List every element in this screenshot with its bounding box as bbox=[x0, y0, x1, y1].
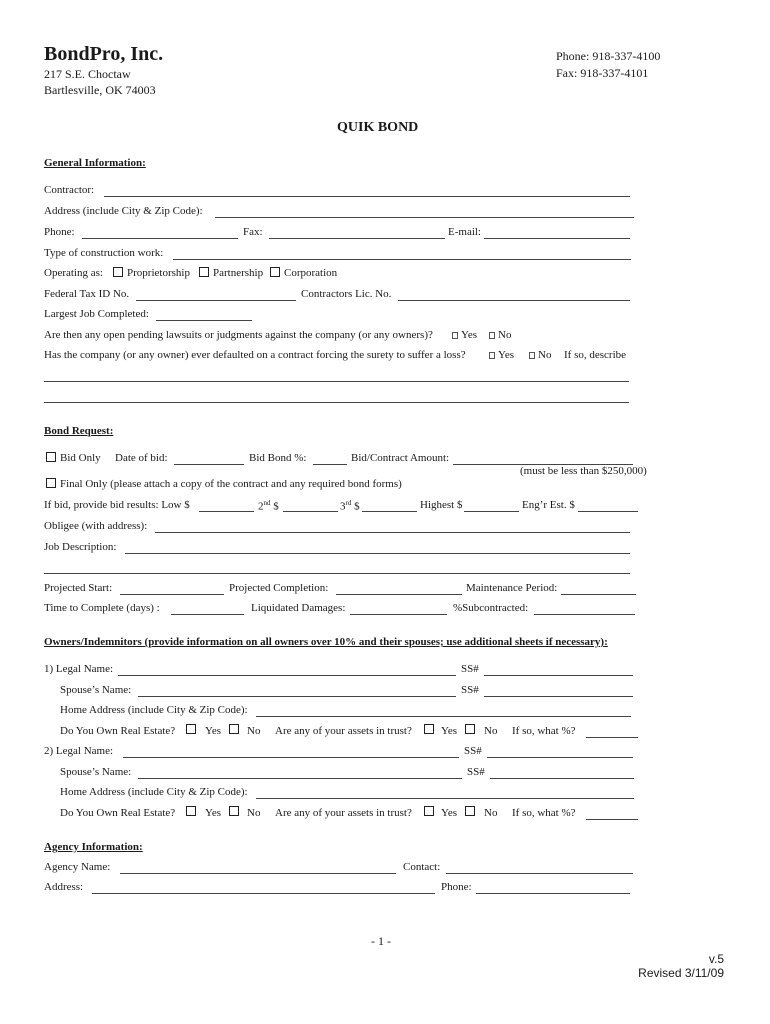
company-street: 217 S.E. Choctaw bbox=[44, 67, 131, 81]
proprietorship-label: Proprietorship bbox=[127, 267, 190, 279]
partnership-checkbox[interactable] bbox=[199, 267, 209, 277]
owner2-real-estate-no-label: No bbox=[247, 807, 261, 819]
owner1-spouse-field[interactable] bbox=[138, 696, 456, 697]
corporation-label: Corporation bbox=[284, 267, 338, 279]
owner1-home-label: Home Address (include City & Zip Code): bbox=[60, 704, 248, 716]
default-no-option[interactable] bbox=[529, 350, 551, 361]
owner2-spouse-ss-field[interactable] bbox=[490, 778, 634, 779]
owner1-pct-field[interactable] bbox=[586, 737, 638, 738]
bond-heading: Bond Request: bbox=[44, 425, 114, 437]
owner1-real-estate-no-checkbox[interactable] bbox=[229, 724, 239, 734]
lawsuits-question: Are then any open pending lawsuits or judgments against the company (or any owners)? bbox=[44, 329, 433, 341]
largest-job-field[interactable] bbox=[156, 320, 252, 321]
third-bid-field[interactable] bbox=[362, 511, 417, 512]
subcontracted-field[interactable] bbox=[534, 614, 635, 615]
tax-id-label: Federal Tax ID No. bbox=[44, 288, 130, 300]
job-description-label: Job Description: bbox=[44, 541, 117, 553]
company-phone: Phone: 918-337-4100 bbox=[556, 49, 661, 63]
partnership-label: Partnership bbox=[213, 267, 264, 279]
construction-type-field[interactable] bbox=[173, 259, 631, 260]
default-yes-option[interactable] bbox=[489, 350, 514, 361]
company-city: Bartlesville, OK 74003 bbox=[44, 83, 156, 97]
owner1-real-estate-yes-checkbox[interactable] bbox=[186, 724, 196, 734]
form-title: QUIK BOND bbox=[337, 120, 419, 135]
second-bid-label: 2nd $ bbox=[258, 499, 279, 513]
owner2-trust-label: Are any of your assets in trust? bbox=[275, 807, 412, 819]
owner2-trust-yes-label: Yes bbox=[441, 807, 458, 819]
time-complete-field[interactable] bbox=[171, 614, 244, 615]
date-of-bid-field[interactable] bbox=[174, 464, 244, 465]
owner2-real-estate-no-checkbox[interactable] bbox=[229, 806, 239, 816]
owner1-spouse-ss-label: SS# bbox=[461, 684, 479, 696]
owner2-spouse-label: Spouse’s Name: bbox=[60, 766, 132, 778]
license-field[interactable] bbox=[398, 300, 630, 301]
projected-start-field[interactable] bbox=[120, 594, 224, 595]
owner2-legal-field[interactable] bbox=[123, 757, 459, 758]
second-bid-field[interactable] bbox=[283, 511, 338, 512]
contractor-field[interactable] bbox=[104, 196, 630, 197]
proprietorship-checkbox[interactable] bbox=[113, 267, 123, 277]
subcontracted-label: %Subcontracted: bbox=[453, 602, 529, 614]
owner1-legal-label: 1) Legal Name: bbox=[44, 663, 114, 675]
bid-only-checkbox[interactable] bbox=[46, 452, 56, 462]
owner1-real-estate-label: Do You Own Real Estate? bbox=[60, 725, 176, 737]
owner1-trust-yes-label: Yes bbox=[441, 725, 458, 737]
owner1-real-estate-yes-label: Yes bbox=[205, 725, 222, 737]
default-no-label: No bbox=[538, 349, 552, 361]
liquidated-label: Liquidated Damages: bbox=[251, 602, 346, 614]
agency-phone-field[interactable] bbox=[476, 893, 630, 894]
agency-address-label: Address: bbox=[44, 881, 84, 893]
highest-bid-field[interactable] bbox=[464, 511, 519, 512]
liquidated-field[interactable] bbox=[350, 614, 447, 615]
default-no-checkbox[interactable] bbox=[529, 352, 535, 359]
engineer-estimate-label: Eng’r Est. $ bbox=[522, 499, 575, 511]
operating-label: Operating as: bbox=[44, 267, 103, 279]
third-bid-label: 3rd $ bbox=[340, 499, 360, 513]
agency-heading: Agency Information: bbox=[44, 841, 143, 853]
revised-date: Revised 3/11/09 bbox=[638, 966, 724, 980]
owner2-real-estate-yes-checkbox[interactable] bbox=[186, 806, 196, 816]
engineer-estimate-field[interactable] bbox=[578, 511, 638, 512]
describe-label: If so, describe bbox=[564, 349, 627, 361]
page-number: - 1 - bbox=[371, 934, 391, 948]
owner1-spouse-label: Spouse’s Name: bbox=[60, 684, 132, 696]
agency-contact-field[interactable] bbox=[446, 873, 633, 874]
fax-field[interactable] bbox=[269, 238, 445, 239]
projected-start-label: Projected Start: bbox=[44, 582, 113, 594]
agency-name-label: Agency Name: bbox=[44, 861, 111, 873]
describe-field-1[interactable] bbox=[44, 381, 629, 382]
time-complete-label: Time to Complete (days) : bbox=[44, 602, 160, 614]
describe-field-2[interactable] bbox=[44, 402, 629, 403]
projected-completion-label: Projected Completion: bbox=[229, 582, 329, 594]
owner1-spouse-ss-field[interactable] bbox=[484, 696, 633, 697]
agency-name-field[interactable] bbox=[120, 873, 396, 874]
company-fax: Fax: 918-337-4101 bbox=[556, 66, 649, 80]
owner1-legal-field[interactable] bbox=[118, 675, 456, 676]
owner2-trust-no-label: No bbox=[484, 807, 498, 819]
maintenance-field[interactable] bbox=[561, 594, 636, 595]
phone-label: Phone: bbox=[44, 226, 75, 238]
obligee-label: Obligee (with address): bbox=[44, 520, 148, 532]
owner2-home-label: Home Address (include City & Zip Code): bbox=[60, 786, 248, 798]
owner2-spouse-field[interactable] bbox=[138, 778, 462, 779]
owner2-trust-no-checkbox[interactable] bbox=[465, 806, 475, 816]
lawsuits-yes-checkbox[interactable] bbox=[452, 332, 458, 339]
owner1-ss-field[interactable] bbox=[484, 675, 633, 676]
owner2-trust-yes-checkbox[interactable] bbox=[424, 806, 434, 816]
owner1-home-field[interactable] bbox=[256, 716, 631, 717]
address-field[interactable] bbox=[215, 217, 634, 218]
lawsuits-yes-label: Yes bbox=[461, 329, 478, 341]
owner1-real-estate-no-label: No bbox=[247, 725, 261, 737]
agency-address-field[interactable] bbox=[92, 893, 435, 894]
email-label: E-mail: bbox=[448, 226, 481, 238]
low-bid-field[interactable] bbox=[199, 511, 254, 512]
projected-completion-field[interactable] bbox=[336, 594, 462, 595]
bid-bond-label: Bid Bond %: bbox=[249, 452, 307, 464]
default-question: Has the company (or any owner) ever defaulted on a contract forcing the surety to suffer a loss? bbox=[44, 349, 466, 361]
obligee-field[interactable] bbox=[155, 532, 630, 533]
version: v.5 bbox=[708, 952, 724, 966]
owner2-ss-field[interactable] bbox=[487, 757, 633, 758]
owner2-real-estate-label: Do You Own Real Estate? bbox=[60, 807, 176, 819]
job-description-field-1[interactable] bbox=[125, 553, 630, 554]
owner2-home-field[interactable] bbox=[256, 798, 634, 799]
owner2-real-estate-yes-label: Yes bbox=[205, 807, 222, 819]
bid-only-label: Bid Only bbox=[60, 452, 101, 464]
highest-bid-label: Highest $ bbox=[420, 499, 463, 511]
address-label: Address (include City & Zip Code): bbox=[44, 205, 203, 217]
construction-type-label: Type of construction work: bbox=[44, 247, 164, 259]
final-only-checkbox[interactable] bbox=[46, 478, 56, 488]
date-of-bid-label: Date of bid: bbox=[115, 452, 168, 464]
owner1-trust-no-checkbox[interactable] bbox=[465, 724, 475, 734]
owner2-pct-field[interactable] bbox=[586, 819, 638, 820]
email-field[interactable] bbox=[484, 238, 630, 239]
lawsuits-no-label: No bbox=[498, 329, 512, 341]
general-heading: General Information: bbox=[44, 157, 146, 169]
maintenance-label: Maintenance Period: bbox=[466, 582, 558, 594]
bid-bond-field[interactable] bbox=[313, 464, 347, 465]
final-only-label: Final Only (please attach a copy of the contract and any required bond forms) bbox=[60, 478, 402, 490]
agency-contact-label: Contact: bbox=[403, 861, 441, 873]
owners-heading: Owners/Indemnitors (provide information on all owners over 10% and their spouses; use additional sheets if necessary): bbox=[44, 636, 608, 648]
job-description-field-2[interactable] bbox=[44, 573, 630, 574]
owner1-pct-label: If so, what %? bbox=[512, 725, 576, 737]
owner1-ss-label: SS# bbox=[461, 663, 479, 675]
owner2-pct-label: If so, what %? bbox=[512, 807, 576, 819]
bid-results-label: If bid, provide bid results: Low $ bbox=[44, 499, 190, 511]
corporation-checkbox[interactable] bbox=[270, 267, 280, 277]
phone-field[interactable] bbox=[82, 238, 238, 239]
lawsuits-no-option[interactable] bbox=[489, 330, 511, 341]
company-name: BondPro, Inc. bbox=[44, 43, 164, 65]
agency-phone-label: Phone: bbox=[441, 881, 472, 893]
largest-job-label: Largest Job Completed: bbox=[44, 308, 149, 320]
contractor-label: Contractor: bbox=[44, 184, 95, 196]
default-yes-label: Yes bbox=[498, 349, 515, 361]
owner1-trust-yes-checkbox[interactable] bbox=[424, 724, 434, 734]
owner2-spouse-ss-label: SS# bbox=[467, 766, 485, 778]
default-yes-checkbox[interactable] bbox=[489, 352, 495, 359]
fax-label: Fax: bbox=[243, 226, 263, 238]
owner2-ss-label: SS# bbox=[464, 745, 482, 757]
owner2-legal-label: 2) Legal Name: bbox=[44, 745, 114, 757]
amount-limit-note: (must be less than $250,000) bbox=[520, 465, 647, 477]
tax-id-field[interactable] bbox=[136, 300, 296, 301]
owner1-trust-label: Are any of your assets in trust? bbox=[275, 725, 412, 737]
license-label: Contractors Lic. No. bbox=[301, 288, 392, 300]
owner1-trust-no-label: No bbox=[484, 725, 498, 737]
lawsuits-no-checkbox[interactable] bbox=[489, 332, 495, 339]
contract-amount-label: Bid/Contract Amount: bbox=[351, 452, 450, 464]
lawsuits-yes-option[interactable] bbox=[452, 330, 477, 341]
